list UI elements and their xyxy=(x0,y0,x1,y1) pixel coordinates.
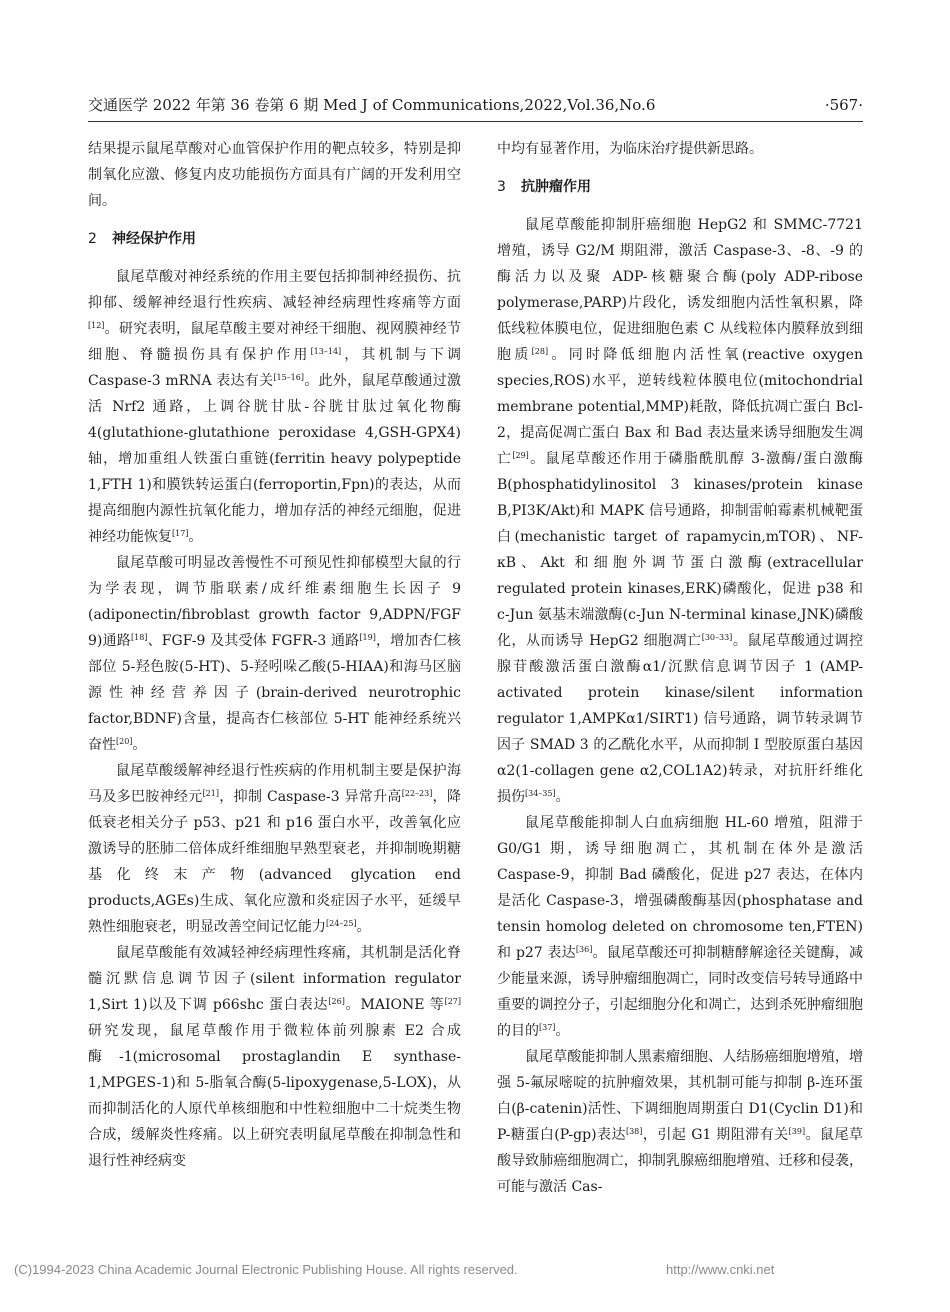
paragraph: 鼠尾草酸可明显改善慢性不可预见性抑郁模型大鼠的行为学表现，调节脂联素/成纤维素细胞生长因子 9 (adiponectin/fibroblast growth factor 9,ADPN/FGF 9)通路[18]、FGF-9 及其受体 FGFR-3 通路[19]，增加杏仁核部位 5-羟色胺(5-HT)、5-羟吲哚乙酸(5-HIAA)和海马区脑源性神经营养因子(brain-derived neurotrophic factor,BDNF)含量，提高杏仁核部位 5-HT 能神经系统兴奋性[20]。 xyxy=(88,555,462,753)
section-title: 抗肿瘤作用 xyxy=(521,179,591,195)
section-number: 3 xyxy=(497,179,506,195)
citation[interactable]: [13–14] xyxy=(310,347,342,356)
paragraph: 鼠尾草酸对神经系统的作用主要包括抑制神经损伤、抗抑郁、缓解神经退行性疾病、减轻神经病理性疼痛等方面[12]。研究表明，鼠尾草酸主要对神经干细胞、视网膜神经节细胞、脊髓损伤具有保护作用[13–14]，其机制与下调 Caspase-3 mRNA 表达有关[15–16]。此外，鼠尾草酸通过激活 Nrf2 通路，上调谷胱甘肽-谷胱甘肽过氧化物酶 4(glutathione-glutathione peroxidase 4,GSH-GPX4)轴，增加重组人铁蛋白重链(ferritin heavy polypeptide 1,FTH 1)和膜铁转运蛋白(ferroportin,Fpn)的表达，从而提高细胞内源性抗氧化能力，增加存活的神经元细胞，促进神经功能恢复[17]。 xyxy=(88,269,462,545)
citation[interactable]: [28] xyxy=(531,347,549,356)
paragraph: 鼠尾草酸能抑制肝癌细胞 HepG2 和 SMMC-7721 增殖，诱导 G2/M 期阻滞，激活 Caspase-3、-8、-9 的酶活力以及聚 ADP-核糖聚合酶(poly ADP-ribose polymerase,PARP)片段化，诱发细胞内活性氧积累，降低线粒体膜电位，促进细胞色素 C 从线粒体内膜释放到细胞质[28]。同时降低细胞内活性氧(reactive oxygen species,ROS)水平，逆转线粒体膜电位(mitochondrial membrane potential,MMP)耗散，降低抗凋亡蛋白 Bcl-2，提高促凋亡蛋白 Bax 和 Bad 表达量来诱导细胞发生凋亡[29]。鼠尾草酸还作用于磷脂酰肌醇 3-激酶/蛋白激酶 B(phosphatidylinositol 3 kinases/protein kinase B,PI3K/Akt)和 MAPK 信号通路，抑制雷帕霉素机械靶蛋白(mechanistic target of rapamycin,mTOR)、NF-κB、Akt 和细胞外调节蛋白激酶(extracellular regulated protein kinases,ERK)磷酸化，促进 p38 和 c-Jun 氨基末端激酶(c-Jun N-terminal kinase,JNK)磷酸化，从而诱导 HepG2 细胞凋亡[30–33]。鼠尾草酸通过调控腺苷酸激活蛋白激酶α1/沉默信息调节因子 1 (AMP-activated protein kinase/silent information regulator 1,AMPKα1/SIRT1) 信号通路，调节转录调节因子 SMAD 3 的乙酰化水平，从而抑制 Ⅰ 型胶原蛋白基因 α2(1-collagen gene α2,COL1A2)转录，对抗肝纤维化损伤[34–35]。 xyxy=(497,217,864,805)
paragraph: 鼠尾草酸能有效减轻神经病理性疼痛，其机制是活化脊髓沉默信息调节因子(silent information regulator 1,Sirt 1)以及下调 p66shc 蛋白表达[26]。MAIONE 等[27]研究发现，鼠尾草酸作用于微粒体前列腺素 E2 合成酶-1(microsomal prostaglandin E synthase-1,MPGES-1)和 5-脂氧合酶(5-lipoxygenase,5-LOX)，从而抑制活化的人原代单核细胞和中性粒细胞中二十烷类生物合成，缓解炎性疼痛。以上研究表明鼠尾草酸在抑制急性和退行性神经病变 xyxy=(88,945,461,1169)
citation[interactable]: [12] xyxy=(88,321,105,330)
citation[interactable]: [30–33] xyxy=(701,633,733,642)
citation[interactable]: [27] xyxy=(444,997,461,1006)
citation[interactable]: [39] xyxy=(788,1127,806,1136)
citation[interactable]: [18] xyxy=(130,633,148,642)
header-rule xyxy=(88,121,863,122)
section-title: 神经保护作用 xyxy=(112,231,196,247)
journal-citation: 交通医学 2022 年第 36 卷第 6 期 Med J of Communications,2022,Vol.36,No.6 xyxy=(88,96,656,114)
citation[interactable]: [29] xyxy=(512,451,529,460)
citation[interactable]: [34–35] xyxy=(525,789,556,798)
citation[interactable]: [36] xyxy=(575,945,593,954)
citation[interactable]: [22–23] xyxy=(401,789,433,798)
paragraph: 中均有显著作用，为临床治疗提供新思路。 xyxy=(497,141,763,157)
publisher-url[interactable]: http://www.cnki.net xyxy=(666,1262,775,1277)
citation[interactable]: [19] xyxy=(359,633,376,642)
running-header xyxy=(88,94,863,120)
paragraph: 鼠尾草酸能抑制人黑素瘤细胞、人结肠癌细胞增殖，增强 5-氟尿嘧啶的抗肿瘤效果，其机制可能与抑制 β-连环蛋白(β-catenin)活性、下调细胞周期蛋白 D1(Cyclin D1)和 P-糖蛋白(P-gp)表达[38]，引起 G1 期阻滞有关[39]。鼠尾草酸导致肺癌细胞凋亡，抑制乳腺癌细胞增殖、迁移和侵袭，可能与激活 Cas- xyxy=(497,1049,863,1195)
citation[interactable]: [17] xyxy=(172,529,189,538)
left-column xyxy=(88,136,461,1174)
right-column xyxy=(497,136,863,1200)
citation[interactable]: [26] xyxy=(328,997,345,1006)
citation[interactable]: [37] xyxy=(539,1023,556,1032)
section-number: 2 xyxy=(88,231,97,247)
citation[interactable]: [21] xyxy=(202,789,219,798)
paragraph: 结果提示鼠尾草酸对心血管保护作用的靶点较多，特别是抑制氧化应激、修复内皮功能损伤方面具有广阔的开发利用空间。 xyxy=(88,141,461,209)
citation[interactable]: [15–16] xyxy=(273,373,304,382)
citation[interactable]: [20] xyxy=(116,737,133,746)
paragraph: 鼠尾草酸缓解神经退行性疾病的作用机制主要是保护海马及多巴胺神经元[21]，抑制 Caspase-3 异常升高[22–23]，降低衰老相关分子 p53、p21 和 p16 蛋白水平，改善氧化应激诱导的胚肺二倍体成纤维细胞早熟型衰老，并抑制晚期糖基化终末产物(advanced glycation end products,AGEs)生成、氧化应激和炎症因子水平，延缓早熟性细胞衰老，明显改善空间记忆能力[24–25]。 xyxy=(88,763,461,935)
citation[interactable]: [24–25] xyxy=(326,919,357,928)
copyright-notice: (C)1994-2023 China Academic Journal Electronic Publishing House. All rights reserved. xyxy=(14,1262,518,1277)
footer xyxy=(14,1262,936,1277)
paragraph: 鼠尾草酸能抑制人白血病细胞 HL-60 增殖，阻滞于 G0/G1 期，诱导细胞凋亡，其机制在体外是激活 Caspase-9，抑制 Bad 磷酸化，促进 p27 表达，在体内是活化 Caspase-3，增强磷酸酶基因(phosphatase and tensin homolog deleted on chromosome ten,FTEN)和 p27 表达[36]。鼠尾草酸还可抑制糖酵解途径关键酶，减少能量来源，诱导肿瘤细胞凋亡，同时改变信号转导通路中重要的调控分子，引起细胞分化和凋亡，达到杀死肿瘤细胞的目的[37]。 xyxy=(497,815,863,1039)
page-number: ·567· xyxy=(824,96,863,114)
section-heading-2 xyxy=(88,226,461,252)
section-heading-3 xyxy=(497,174,863,200)
citation[interactable]: [38] xyxy=(625,1127,643,1136)
